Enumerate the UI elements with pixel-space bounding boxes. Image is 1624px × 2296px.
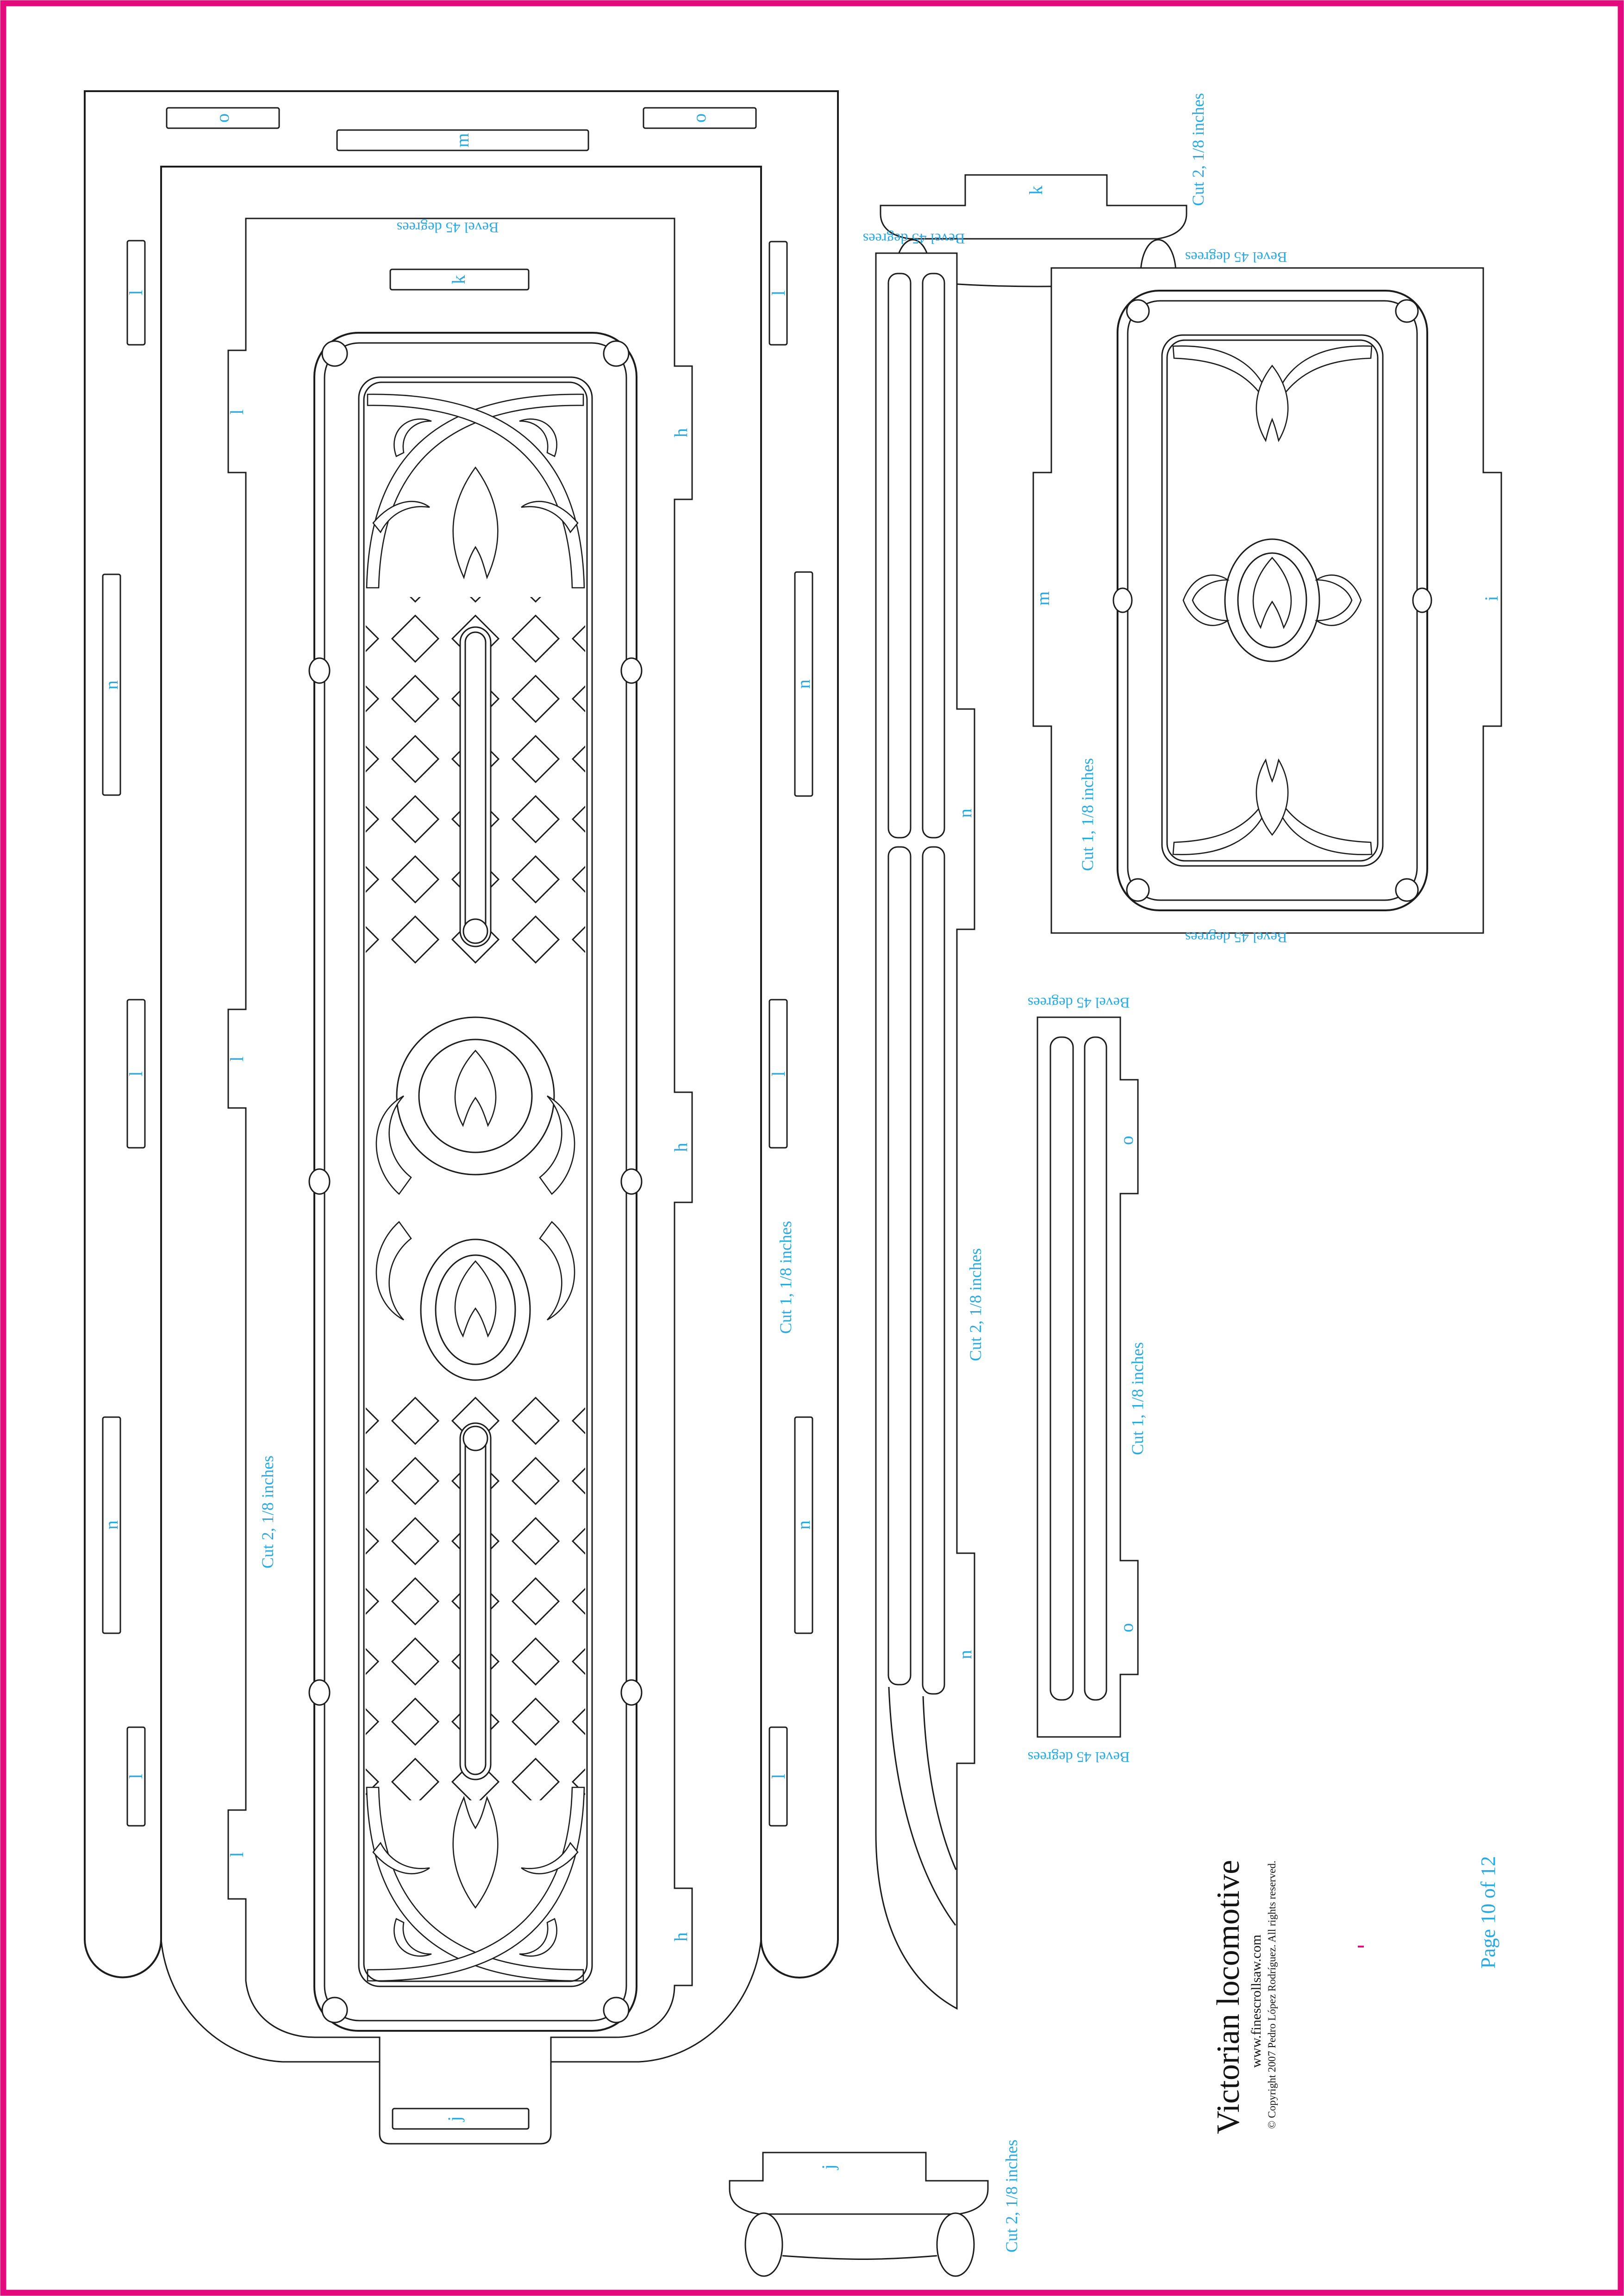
n-rail-label: n (955, 1650, 975, 1659)
bead (604, 341, 629, 366)
slot-label-n: n (793, 1520, 814, 1530)
bead (322, 1997, 347, 2022)
bead (621, 658, 642, 683)
website-url: www.finescrollsaw.com (1249, 1935, 1264, 2068)
bead (463, 919, 487, 943)
n-rail-slot (923, 847, 944, 1694)
bead (621, 1169, 642, 1194)
mi-panel-piece (1032, 249, 1502, 946)
wall-piece (226, 218, 692, 2144)
slot-label-m: m (452, 133, 473, 148)
wall-bevel-label: Bevel 45 degrees (396, 219, 499, 236)
slot-label-l: l (768, 1773, 789, 1779)
n-rail-bevel-label: Bevel 45 degrees (862, 230, 965, 247)
n-rail-cut-label: Cut 2, 1/8 inches (966, 1248, 985, 1361)
j-piece-foot (937, 2213, 974, 2276)
k-piece-cut-label: Cut 2, 1/8 inches (1189, 93, 1207, 206)
registration-mark (1358, 1946, 1364, 1948)
notch-label-l: l (226, 409, 247, 415)
bead (604, 1997, 629, 2022)
k-piece-label: k (1025, 186, 1046, 195)
slot-label-l: l (125, 1773, 146, 1779)
j-piece-foot (745, 2213, 782, 2276)
n-rail-slot (888, 274, 911, 838)
bead (1396, 879, 1418, 901)
page-number-label: Page 10 of 12 (1477, 1856, 1499, 1969)
pattern-title: Victorian locomotive (1211, 1860, 1246, 2134)
wall-cut-label: Cut 2, 1/8 inches (258, 1456, 277, 1568)
bead (1127, 879, 1149, 901)
bead (463, 1426, 487, 1450)
slot-label-n: n (793, 679, 814, 689)
bead (1113, 588, 1132, 612)
slot-label-k: k (448, 275, 469, 284)
n-rail-label: n (955, 809, 975, 818)
bead (1413, 588, 1431, 612)
j-piece-label: j (818, 2164, 839, 2170)
mi-label-i: i (1481, 596, 1502, 601)
o-strip-piece (1028, 995, 1147, 1766)
frame-cut-label: Cut 1, 1/8 inches (776, 1221, 795, 1334)
o-strip-label: o (1116, 1136, 1137, 1145)
n-rail-slot (923, 274, 944, 838)
slot-label-o: o (689, 113, 710, 123)
slot-label-n: n (101, 680, 122, 690)
slot-label-l: l (768, 290, 789, 296)
o-strip-slot (1050, 1037, 1073, 1700)
slot-label-l: l (768, 1071, 789, 1076)
o-strip-cut-label: Cut 1, 1/8 inches (1128, 1342, 1147, 1455)
slot-label-l: l (125, 1071, 146, 1076)
n-rail-slot (888, 847, 911, 1685)
slot-label-o: o (212, 113, 233, 123)
mi-label-m: m (1032, 591, 1053, 606)
o-strip-bevel-label: Bevel 45 degrees (1027, 995, 1130, 1011)
bead (1127, 300, 1149, 322)
slot-label-n: n (101, 1520, 122, 1530)
bead (309, 1169, 330, 1194)
o-strip-label: o (1116, 1623, 1137, 1632)
j-piece-cut-label: Cut 2, 1/8 inches (1002, 2140, 1021, 2252)
copyright-line: © Copyright 2007 Pedro López Rodríguez. All rights reserved. (1266, 1860, 1278, 2129)
notch-label-h: h (670, 1932, 691, 1941)
bead (322, 341, 347, 366)
notch-label-h: h (670, 428, 691, 437)
notch-label-l: l (226, 1852, 247, 1857)
slot-label-l: l (125, 290, 146, 295)
bead (309, 658, 330, 683)
mi-cut-label: Cut 1, 1/8 inches (1078, 758, 1097, 871)
notch-label-h: h (670, 1143, 691, 1152)
bead (621, 1680, 642, 1705)
notch-label-l: l (226, 1056, 247, 1062)
mi-bevel-label: Bevel 45 degrees (1185, 929, 1287, 946)
slot-label-j: j (444, 2116, 465, 2122)
bead (309, 1680, 330, 1705)
bead (1396, 300, 1418, 322)
o-strip-bevel-label: Bevel 45 degrees (1027, 1749, 1130, 1766)
mi-bevel-label: Bevel 45 degrees (1185, 249, 1287, 266)
o-strip-slot (1085, 1037, 1106, 1700)
